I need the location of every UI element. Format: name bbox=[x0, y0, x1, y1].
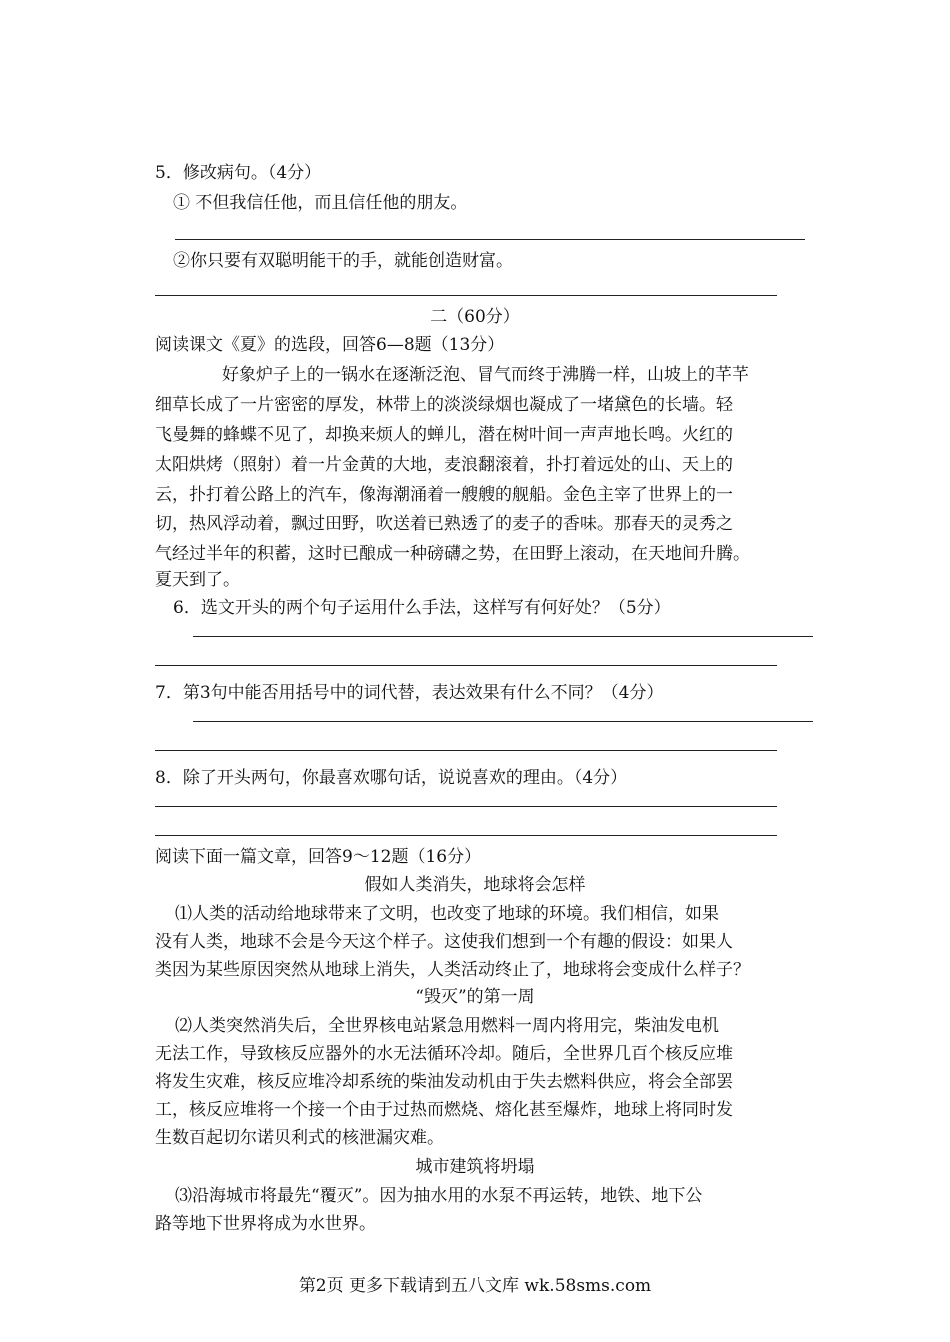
q8-text: 8．除了开头两句，你最喜欢哪句话，说说喜欢的理由。（4分） bbox=[155, 768, 628, 788]
answer-line[interactable] bbox=[193, 721, 813, 722]
q5-item-2: ②你只要有双聪明能干的手，就能创造财富。 bbox=[173, 251, 513, 271]
article-line: 没有人类，地球不会是今天这个样子。这使我们想到一个有趣的假设：如果人 bbox=[155, 932, 733, 952]
article-line: ⑵人类突然消失后，全世界核电站紧急用燃料一周内将用完，柴油发电机 bbox=[175, 1016, 719, 1036]
answer-line[interactable] bbox=[155, 806, 777, 807]
article-line: 生数百起切尔诺贝利式的核泄漏灾难。 bbox=[155, 1128, 444, 1148]
q5-title: 5．修改病句。（4分） bbox=[155, 163, 322, 183]
answer-line[interactable] bbox=[175, 239, 805, 240]
passage-line: 切，热风浮动着，飘过田野，吹送着已熟透了的麦子的香味。那春天的灵秀之 bbox=[155, 514, 733, 534]
article-line: ⑶沿海城市将最先“覆灭”。因为抽水用的水泵不再运转，地铁、地下公 bbox=[175, 1186, 703, 1206]
answer-line[interactable] bbox=[193, 636, 813, 637]
passage-line: 气经过半年的积蓄，这时已酿成一种磅礴之势，在田野上滚动，在天地间升腾。 bbox=[155, 544, 750, 564]
answer-line[interactable] bbox=[155, 665, 777, 666]
article-line: 工，核反应堆将一个接一个由于过热而燃烧、熔化甚至爆炸，地球上将同时发 bbox=[155, 1100, 733, 1120]
article-line: 将发生灾难，核反应堆冷却系统的柴油发动机由于失去燃料供应，将会全部罢 bbox=[155, 1072, 733, 1092]
reading1-intro: 阅读课文《夏》的选段，回答6—8题（13分） bbox=[155, 335, 505, 355]
article-line: 类因为某些原因突然从地球上消失，人类活动终止了，地球将会变成什么样子？ bbox=[155, 960, 750, 980]
passage-line: 细草长成了一片密密的厚发，林带上的淡淡绿烟也凝成了一堵黛色的长墙。轻 bbox=[155, 395, 733, 415]
article-title: 假如人类消失，地球将会怎样 bbox=[364, 875, 586, 895]
section-header: 二（60分） bbox=[430, 307, 520, 327]
article-line: 路等地下世界将成为水世界。 bbox=[155, 1214, 376, 1234]
answer-line[interactable] bbox=[155, 295, 777, 296]
article-subheading: 城市建筑将坍塌 bbox=[415, 1157, 535, 1177]
q5-item-1: ① 不但我信任他，而且信任他的朋友。 bbox=[173, 193, 468, 213]
page-footer: 第2页 更多下载请到五八文库 wk.58sms.com bbox=[298, 1276, 652, 1296]
passage-line: 飞曼舞的蜂蝶不见了，却换来烦人的蝉儿，潜在树叶间一声声地长鸣。火红的 bbox=[155, 425, 733, 445]
article-subheading: “毁灭”的第一周 bbox=[415, 987, 535, 1007]
answer-line[interactable] bbox=[155, 835, 777, 836]
q7-text: 7．第3句中能否用括号中的词代替，表达效果有什么不同？（4分） bbox=[155, 683, 664, 703]
reading2-intro: 阅读下面一篇文章，回答9～12题（16分） bbox=[155, 847, 482, 867]
passage-line: 太阳烘烤（照射）着一片金黄的大地，麦浪翻滚着，扑打着远处的山、天上的 bbox=[155, 455, 733, 475]
article-line: 无法工作，导致核反应器外的水无法循环冷却。随后，全世界几百个核反应堆 bbox=[155, 1044, 733, 1064]
q6-text: 6．选文开头的两个句子运用什么手法，这样写有何好处？（5分） bbox=[173, 598, 671, 618]
passage-line: 夏天到了。 bbox=[155, 570, 240, 590]
answer-line[interactable] bbox=[155, 750, 777, 751]
passage-line: 云，扑打着公路上的汽车，像海潮涌着一艘艘的舰船。金色主宰了世界上的一 bbox=[155, 485, 733, 505]
passage-line: 好象炉子上的一锅水在逐渐泛泡、冒气而终于沸腾一样，山坡上的芊芊 bbox=[222, 365, 749, 385]
article-line: ⑴人类的活动给地球带来了文明，也改变了地球的环境。我们相信，如果 bbox=[175, 904, 719, 924]
